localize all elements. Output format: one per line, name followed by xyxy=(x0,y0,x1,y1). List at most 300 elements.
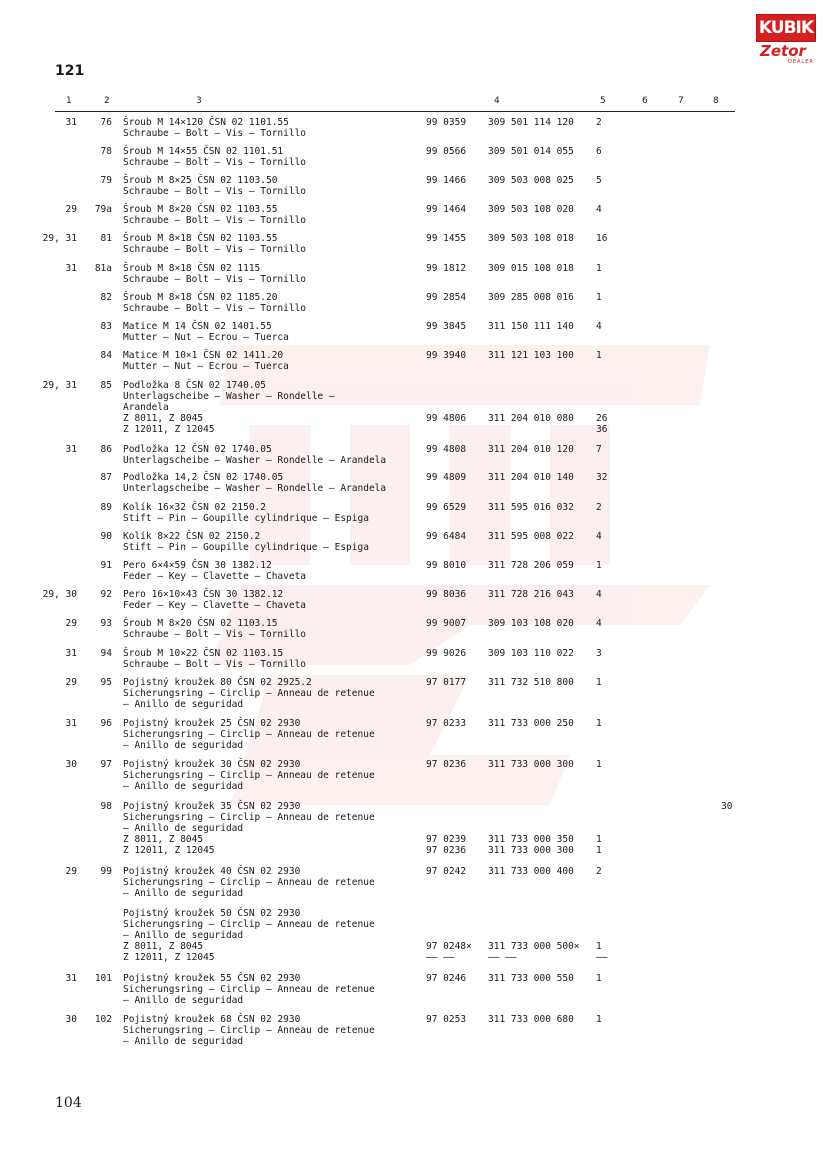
part-description-line-cell xyxy=(123,677,423,710)
quantity-cell xyxy=(596,502,626,513)
part-description-line: Feder — Key — Clavette — Chaveta xyxy=(123,571,307,582)
part-description-line: Z 12011, Z 12045 xyxy=(123,845,215,856)
part-code: 97 0239 xyxy=(426,834,467,845)
quantity xyxy=(596,812,626,823)
quantity-cell xyxy=(596,718,626,729)
part-number-cell xyxy=(488,146,596,157)
quantity-cell xyxy=(596,292,626,303)
part-code: 99 1466 xyxy=(426,175,467,186)
part-description-line-cell xyxy=(123,1014,423,1047)
quantity-cell xyxy=(596,175,626,186)
part-code: 99 9007 xyxy=(426,618,467,629)
quantity: 1 xyxy=(596,973,602,984)
part-description-line-cell xyxy=(123,146,423,168)
part-code xyxy=(426,823,486,834)
quantity: 1 xyxy=(596,263,602,274)
quantity-cell xyxy=(596,801,626,856)
part-number: 311 733 000 400 xyxy=(488,866,574,877)
part-description-line: Stift — Pin — Goupille cylindrique — Espiga xyxy=(123,513,369,524)
kubik-zetor-logo xyxy=(756,14,816,64)
quantity: 5 xyxy=(596,175,602,186)
part-code xyxy=(426,908,486,919)
figure-ref: 31 xyxy=(65,263,77,274)
part-number: 311 204 010 080 xyxy=(488,413,574,424)
quantity: 2 xyxy=(596,502,602,513)
part-description-line: Unterlagscheibe — Washer — Rondelle — Arandela xyxy=(123,483,387,494)
figure-ref: 31 xyxy=(65,444,77,455)
quantity: 4 xyxy=(596,531,602,542)
part-description-line: Sicherungsring — Circlip — Anneau de retenue xyxy=(123,770,375,781)
part-number-cell xyxy=(488,204,596,215)
part-description-line: Z 12011, Z 12045 xyxy=(123,952,215,963)
part-description-line: Schraube — Bolt — Vis — Tornillo xyxy=(123,659,307,670)
part-description-line: Šroub M 8×18 ČSN 02 1115 xyxy=(123,263,261,274)
quantity: 4 xyxy=(596,618,602,629)
part-number: 309 501 114 120 xyxy=(488,117,574,128)
column-header-row xyxy=(0,96,826,110)
part-number: 311 595 016 032 xyxy=(488,502,574,513)
part-description-line: Sicherungsring — Circlip — Anneau de retenue xyxy=(123,877,375,888)
quantity xyxy=(596,801,626,812)
part-code-cell xyxy=(426,718,486,729)
part-number: 311 204 010 140 xyxy=(488,472,574,483)
quantity-cell xyxy=(596,233,626,244)
header-rule xyxy=(55,111,735,112)
part-code: 99 2854 xyxy=(426,292,467,303)
part-number-cell xyxy=(488,472,596,483)
part-description-line: Sicherungsring — Circlip — Anneau de retenue xyxy=(123,688,375,699)
quantity: 4 xyxy=(596,204,602,215)
position-number: 81a xyxy=(94,263,112,274)
part-description-line: Šroub M 14×120 ČSN 02 1101.55 xyxy=(123,117,289,128)
part-code: 99 1812 xyxy=(426,263,467,274)
part-description-line-cell xyxy=(123,531,423,553)
quantity-cell xyxy=(596,263,626,274)
part-number: 311 728 216 043 xyxy=(488,589,574,600)
part-code: 99 6484 xyxy=(426,531,467,542)
part-description-line: Schraube — Bolt — Vis — Tornillo xyxy=(123,186,307,197)
quantity: 6 xyxy=(596,146,602,157)
page-number-bottom: 104 xyxy=(55,1095,82,1111)
quantity xyxy=(596,380,626,391)
position-number: 79a xyxy=(94,204,112,215)
part-description-line-cell xyxy=(123,589,423,611)
part-description-line: Z 8011, Z 8045 xyxy=(123,834,204,845)
part-code xyxy=(426,919,486,930)
figure-ref: 29 xyxy=(65,204,77,215)
part-code-cell xyxy=(426,175,486,186)
part-description-line-cell xyxy=(123,263,423,285)
logo-zetor: Zetor xyxy=(760,42,806,60)
position-number: 84 xyxy=(100,350,112,361)
quantity-cell xyxy=(596,531,626,542)
part-description-line: Sicherungsring — Circlip — Anneau de retenue xyxy=(123,729,375,740)
quantity-cell xyxy=(596,146,626,157)
part-code: 99 8010 xyxy=(426,560,467,571)
part-number xyxy=(488,391,596,402)
figure-ref: 29 xyxy=(65,866,77,877)
part-number: 309 103 110 022 xyxy=(488,648,574,659)
part-code: 97 0248× xyxy=(426,941,472,952)
part-number: 311 733 000 250 xyxy=(488,718,574,729)
part-code: —— —— xyxy=(426,952,455,963)
position-number: 91 xyxy=(100,560,112,571)
part-code: 99 4808 xyxy=(426,444,467,455)
part-description-line: Feder — Key — Clavette — Chaveta xyxy=(123,600,307,611)
part-code: 99 4809 xyxy=(426,472,467,483)
part-code xyxy=(426,812,486,823)
col-header-2: 2 xyxy=(104,96,110,106)
part-number-cell xyxy=(488,908,596,963)
col-header-4: 4 xyxy=(494,96,500,106)
part-code-cell xyxy=(426,350,486,361)
part-description-line-cell xyxy=(123,292,423,314)
col-header-5: 5 xyxy=(600,96,606,106)
part-code: 99 3845 xyxy=(426,321,467,332)
part-description-line-cell xyxy=(123,117,423,139)
part-description-line-cell xyxy=(123,973,423,1006)
part-number xyxy=(488,424,596,435)
part-code xyxy=(426,424,486,435)
part-number: 311 733 000 500× xyxy=(488,941,580,952)
quantity-cell xyxy=(596,117,626,128)
part-number: 311 204 010 120 xyxy=(488,444,574,455)
part-number-cell xyxy=(488,866,596,877)
part-description-line: Pojistný kroužek 30 ČSN 02 2930 xyxy=(123,759,301,770)
position-number: 82 xyxy=(100,292,112,303)
quantity: 32 xyxy=(596,472,608,483)
position-number: 98 xyxy=(100,801,112,812)
part-description-line-cell xyxy=(123,759,423,792)
part-description-line: Pojistný kroužek 25 ČSN 02 2930 xyxy=(123,718,301,729)
position-number: 81 xyxy=(100,233,112,244)
part-number xyxy=(488,812,596,823)
quantity-cell xyxy=(596,472,626,483)
part-description-line: — Anillo de seguridad xyxy=(123,888,244,899)
part-description-line: — Anillo de seguridad xyxy=(123,930,244,941)
col-header-6: 6 xyxy=(642,96,648,106)
quantity: 1 xyxy=(596,941,602,952)
quantity xyxy=(596,930,626,941)
figure-ref: 31 xyxy=(65,718,77,729)
part-code-cell xyxy=(426,292,486,303)
position-number: 96 xyxy=(100,718,112,729)
part-code: 99 0566 xyxy=(426,146,467,157)
part-number: 311 595 008 022 xyxy=(488,531,574,542)
quantity: —— xyxy=(596,952,608,963)
position-number: 76 xyxy=(100,117,112,128)
part-number-cell xyxy=(488,718,596,729)
part-description-line: — Anillo de seguridad xyxy=(123,699,244,710)
part-number-cell xyxy=(488,531,596,542)
part-number xyxy=(488,908,596,919)
quantity-cell xyxy=(596,908,626,963)
part-number: 309 501 014 055 xyxy=(488,146,574,157)
part-code-cell xyxy=(426,380,486,435)
part-number xyxy=(488,801,596,812)
part-description-line: Matice M 10×1 ČSN 02 1411.20 xyxy=(123,350,284,361)
quantity-cell xyxy=(596,1014,626,1025)
part-code xyxy=(426,391,486,402)
part-number: 311 121 103 100 xyxy=(488,350,574,361)
position-number: 93 xyxy=(100,618,112,629)
part-code-cell xyxy=(426,589,486,600)
part-number-cell xyxy=(488,502,596,513)
quantity: 4 xyxy=(596,589,602,600)
part-number: 311 733 000 350 xyxy=(488,834,574,845)
part-description-line: Mutter — Nut — Ecrou — Tuerca xyxy=(123,361,289,372)
part-description-line-cell xyxy=(123,233,423,255)
part-description-line: Schraube — Bolt — Vis — Tornillo xyxy=(123,629,307,640)
part-description-line: Šroub M 10×22 ČSN 02 1103.15 xyxy=(123,648,284,659)
part-number xyxy=(488,919,596,930)
part-number: 311 728 206 059 xyxy=(488,560,574,571)
part-description-line: Podložka 14,2 ČSN 02 1740.05 xyxy=(123,472,284,483)
part-number-cell xyxy=(488,973,596,984)
part-description-line: Unterlagscheibe — Washer — Rondelle — xyxy=(123,391,335,402)
part-code-cell xyxy=(426,531,486,542)
part-code-cell xyxy=(426,618,486,629)
part-description-line-cell xyxy=(123,175,423,197)
quantity-cell xyxy=(596,618,626,629)
figure-ref: 29, 31 xyxy=(42,380,77,391)
part-description-line: Podložka 8 ČSN 02 1740.05 xyxy=(123,380,266,391)
part-number: 309 285 008 016 xyxy=(488,292,574,303)
part-description-line: Kolík 16×32 ČSN 02 2150.2 xyxy=(123,502,266,513)
part-number-cell xyxy=(488,263,596,274)
quantity: 16 xyxy=(596,233,608,244)
position-number: 83 xyxy=(100,321,112,332)
quantity-cell xyxy=(596,444,626,455)
part-description-line-cell xyxy=(123,718,423,751)
part-description-line: Pojistný kroužek 80 ČSN 02 2925.2 xyxy=(123,677,312,688)
part-code-cell xyxy=(426,908,486,963)
part-description-line: — Anillo de seguridad xyxy=(123,740,244,751)
figure-ref: 29 xyxy=(65,618,77,629)
position-number: 102 xyxy=(94,1014,112,1025)
part-code-cell xyxy=(426,759,486,770)
part-number-cell xyxy=(488,801,596,856)
quantity xyxy=(596,402,626,413)
quantity: 26 xyxy=(596,413,608,424)
position-number: 99 xyxy=(100,866,112,877)
part-code xyxy=(426,930,486,941)
part-description-line: Pojistný kroužek 50 ČSN 02 2930 xyxy=(123,908,301,919)
part-number: 311 733 000 300 xyxy=(488,845,574,856)
part-description-line: Pero 16×10×43 ČSN 30 1382.12 xyxy=(123,589,284,600)
part-description-line: Pojistný kroužek 55 ČSN 02 2930 xyxy=(123,973,301,984)
part-description-line: Pojistný kroužek 35 ČSN 02 2930 xyxy=(123,801,301,812)
quantity: 1 xyxy=(596,350,602,361)
part-description-line: Šroub M 14×55 ČSN 02 1101.51 xyxy=(123,146,284,157)
position-number: 90 xyxy=(100,531,112,542)
part-number xyxy=(488,380,596,391)
position-number: 95 xyxy=(100,677,112,688)
part-code-cell xyxy=(426,973,486,984)
part-number: 311 732 510 800 xyxy=(488,677,574,688)
quantity xyxy=(596,391,626,402)
part-code: 99 1464 xyxy=(426,204,467,215)
part-description-line: Schraube — Bolt — Vis — Tornillo xyxy=(123,128,307,139)
part-code: 97 0177 xyxy=(426,677,467,688)
part-description-line: Sicherungsring — Circlip — Anneau de retenue xyxy=(123,984,375,995)
part-description-line-cell xyxy=(123,321,423,343)
part-description-line-cell xyxy=(123,648,423,670)
part-number: 309 503 008 025 xyxy=(488,175,574,186)
part-number-cell xyxy=(488,759,596,770)
part-number-cell xyxy=(488,618,596,629)
quantity: 4 xyxy=(596,321,602,332)
logo-dealer: DEALER xyxy=(788,59,814,65)
quantity-cell xyxy=(596,677,626,688)
part-description-line: Unterlagscheibe — Washer — Rondelle — Arandela xyxy=(123,455,387,466)
part-code xyxy=(426,402,486,413)
part-code: 99 3940 xyxy=(426,350,467,361)
part-description-line: Z 12011, Z 12045 xyxy=(123,424,215,435)
position-number: 97 xyxy=(100,759,112,770)
column-8-value: 30 xyxy=(721,801,733,812)
position-number: 78 xyxy=(100,146,112,157)
quantity-cell xyxy=(596,648,626,659)
part-code: 99 8036 xyxy=(426,589,467,600)
part-code: 99 6529 xyxy=(426,502,467,513)
part-code-cell xyxy=(426,146,486,157)
col-header-7: 7 xyxy=(678,96,684,106)
position-number: 86 xyxy=(100,444,112,455)
part-description-line: — Anillo de seguridad xyxy=(123,781,244,792)
part-description-line: Mutter — Nut — Ecrou — Tuerca xyxy=(123,332,289,343)
quantity: 1 xyxy=(596,292,602,303)
position-number: 101 xyxy=(94,973,112,984)
part-description-line-cell xyxy=(123,866,423,899)
part-code-cell xyxy=(426,472,486,483)
part-description-line-cell xyxy=(123,350,423,372)
part-code: 99 1455 xyxy=(426,233,467,244)
part-code: 97 0246 xyxy=(426,973,467,984)
part-description-line: Schraube — Bolt — Vis — Tornillo xyxy=(123,215,307,226)
part-description-line-cell xyxy=(123,472,423,494)
part-description-line: Schraube — Bolt — Vis — Tornillo xyxy=(123,274,307,285)
logo-box xyxy=(756,14,816,42)
part-code: 97 0242 xyxy=(426,866,467,877)
figure-ref: 29, 30 xyxy=(42,589,77,600)
part-code-cell xyxy=(426,502,486,513)
part-description-line-cell xyxy=(123,908,423,963)
position-number: 89 xyxy=(100,502,112,513)
part-code-cell xyxy=(426,263,486,274)
quantity xyxy=(596,908,626,919)
col-header-1: 1 xyxy=(66,96,72,106)
part-number-cell xyxy=(488,589,596,600)
part-code-cell xyxy=(426,801,486,856)
part-number-cell xyxy=(488,560,596,571)
part-code xyxy=(426,801,486,812)
part-number-cell xyxy=(488,1014,596,1025)
part-description-line-cell xyxy=(123,618,423,640)
part-description-line: Arandela xyxy=(123,402,169,413)
part-number: 309 015 108 018 xyxy=(488,263,574,274)
part-number-cell xyxy=(488,321,596,332)
part-number-cell xyxy=(488,350,596,361)
part-number-cell xyxy=(488,380,596,435)
quantity-cell xyxy=(596,204,626,215)
figure-ref: 31 xyxy=(65,648,77,659)
part-number-cell xyxy=(488,292,596,303)
col-header-8: 8 xyxy=(713,96,719,106)
quantity xyxy=(596,919,626,930)
quantity: 1 xyxy=(596,845,602,856)
position-number: 79 xyxy=(100,175,112,186)
quantity: 2 xyxy=(596,866,602,877)
part-code: 97 0236 xyxy=(426,759,467,770)
part-number xyxy=(488,402,596,413)
part-description-line-cell xyxy=(123,444,423,466)
quantity: 1 xyxy=(596,560,602,571)
quantity-cell xyxy=(596,321,626,332)
part-code-cell xyxy=(426,866,486,877)
part-description-line-cell xyxy=(123,380,423,435)
part-number: 309 503 108 018 xyxy=(488,233,574,244)
part-description-line: Pero 6×4×59 ČSN 30 1382.12 xyxy=(123,560,272,571)
part-code: 97 0233 xyxy=(426,718,467,729)
part-description-line: Podložka 12 ČSN 02 1740.05 xyxy=(123,444,272,455)
part-code: 99 9026 xyxy=(426,648,467,659)
part-number: 311 733 000 550 xyxy=(488,973,574,984)
logo-brand: KUBIK xyxy=(758,18,814,38)
part-number: 311 733 000 300 xyxy=(488,759,574,770)
part-description-line: Sicherungsring — Circlip — Anneau de retenue xyxy=(123,1025,375,1036)
part-description-line: Pojistný kroužek 68 ČSN 02 2930 xyxy=(123,1014,301,1025)
figure-ref: 31 xyxy=(65,117,77,128)
part-description-line: Šroub M 8×25 ČSN 02 1103.50 xyxy=(123,175,278,186)
position-number: 94 xyxy=(100,648,112,659)
quantity: 3 xyxy=(596,648,602,659)
part-number-cell xyxy=(488,648,596,659)
position-number: 92 xyxy=(100,589,112,600)
part-description-line: Stift — Pin — Goupille cylindrique — Espiga xyxy=(123,542,369,553)
part-code-cell xyxy=(426,648,486,659)
quantity: 1 xyxy=(596,718,602,729)
part-code: 97 0253 xyxy=(426,1014,467,1025)
part-number-cell xyxy=(488,444,596,455)
part-description-line: Schraube — Bolt — Vis — Tornillo xyxy=(123,303,307,314)
part-description-line: — Anillo de seguridad xyxy=(123,1036,244,1047)
part-description-line: — Anillo de seguridad xyxy=(123,823,244,834)
quantity: 1 xyxy=(596,759,602,770)
part-description-line: Schraube — Bolt — Vis — Tornillo xyxy=(123,244,307,255)
page-number-top: 121 xyxy=(55,63,85,79)
quantity-cell xyxy=(596,560,626,571)
part-code: 99 4806 xyxy=(426,413,467,424)
figure-ref: 30 xyxy=(65,759,77,770)
part-description-line: — Anillo de seguridad xyxy=(123,995,244,1006)
part-description-line: Šroub M 8×20 ČSN 02 1103.15 xyxy=(123,618,278,629)
quantity xyxy=(596,823,626,834)
quantity: 36 xyxy=(596,424,608,435)
part-code-cell xyxy=(426,204,486,215)
part-description-line: Schraube — Bolt — Vis — Tornillo xyxy=(123,157,307,168)
part-number: 311 150 111 140 xyxy=(488,321,574,332)
part-number-cell xyxy=(488,233,596,244)
part-code-cell xyxy=(426,233,486,244)
part-number-cell xyxy=(488,175,596,186)
figure-ref: 31 xyxy=(65,973,77,984)
figure-ref: 29 xyxy=(65,677,77,688)
part-description-line: Z 8011, Z 8045 xyxy=(123,413,204,424)
position-number: 87 xyxy=(100,472,112,483)
part-code-cell xyxy=(426,321,486,332)
quantity: 1 xyxy=(596,1014,602,1025)
